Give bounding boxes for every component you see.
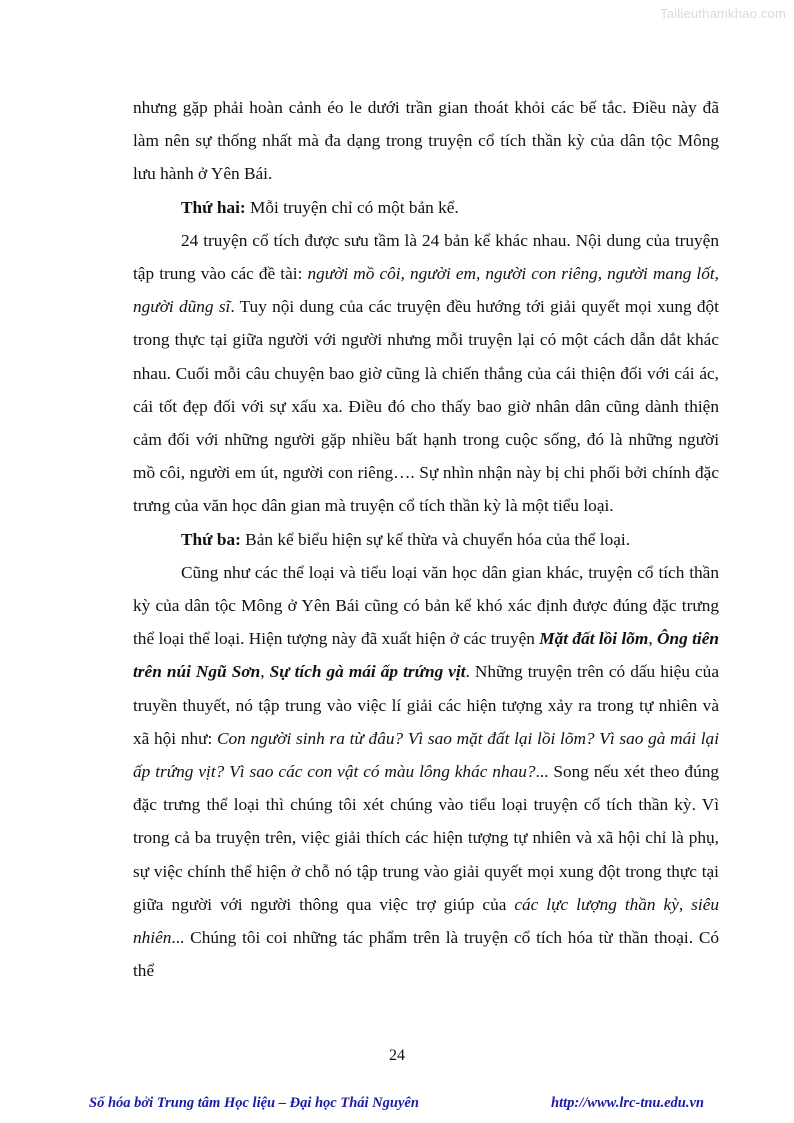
bold-italic-text: Sự tích gà mái ấp trứng vịt	[269, 662, 466, 682]
footer-url[interactable]: http://www.lrc-tnu.edu.vn	[551, 1095, 704, 1111]
paragraph	[133, 191, 719, 224]
text-run: ,	[648, 629, 658, 649]
footer-source: Số hóa bởi Trung tâm Học liệu – Đại học Thái Nguyên	[89, 1095, 419, 1111]
text-run: . Tuy nội dung của các truyện đều hướng tới giải quyết mọi xung đột trong thực tại giữa người với người nhưng mỗi truyện lại có một cách dẫn dắt khác nhau. Cuối mỗi câu chuyện bao giờ cũng là chiến thắng của cái thiện đối với cái ác, cái tốt đẹp đối với sự xấu xa. Điều đó cho thấy bao giờ nhân dân cũng dành thiện cảm đối với những người gặp nhiều bất hạnh trong cuộc sống, đó là những người mồ côi, người em út, người con riêng…. Sự nhìn nhận này bị chi phối bởi chính đặc trưng của văn học dân gian mà truyện cổ tích thần kỳ là một tiểu loại.	[133, 297, 719, 516]
paragraph	[133, 91, 719, 191]
italic-text: Con người sinh ra từ đâu? Vì sao mặt đất lại lồi lõm? Vì sao gà mái lại ấp trứng vịt? Vì sao các con vật có màu lông khác nhau?	[133, 728, 719, 782]
text-run: . Những truyện trên có dấu hiệu của truyền thuyết, nó tập trung vào việc lí giải các hiện tượng xảy ra trong tự nhiên và xã hội như:	[133, 662, 719, 748]
bold-italic-text: Mặt đất lồi lõm	[539, 629, 649, 649]
document-body	[133, 91, 719, 987]
text-run: Cũng như các thể loại và tiểu loại văn học dân gian khác, truyện cổ tích thần kỳ của dân tộc Mông ở Yên Bái cũng có bản kể khó xác định được đúng đặc trưng thể loại thể loại. Hiện tượng này đã xuất hiện ở các truyện	[133, 562, 719, 649]
text-run: 24 truyện cổ tích được sưu tầm là 24 bản kể khác nhau. Nội dung của truyện tập trung vào các đề tài:	[133, 230, 719, 284]
bold-text: Thứ hai:	[181, 197, 246, 217]
paragraph	[133, 523, 719, 556]
text-run: ,	[260, 662, 270, 682]
paragraph	[133, 224, 719, 523]
paragraph	[133, 556, 719, 988]
text-run: Mỗi truyện chỉ có một bản kể.	[245, 197, 459, 217]
italic-text: các lực lượng thần kỳ, siêu nhiên	[133, 894, 719, 948]
page-number: 24	[389, 1047, 405, 1064]
bold-italic-text: Ông tiên trên núi Ngũ Sơn	[133, 629, 720, 682]
text-run: Bản kể biểu hiện sự kế thừa và chuyển hóa của thể loại.	[240, 529, 631, 549]
text-run: ... Chúng tôi coi những tác phẩm trên là truyện cổ tích hóa từ thần thoại. Có thể	[133, 928, 719, 981]
bold-text: Thứ ba:	[181, 529, 241, 549]
page-footer	[89, 1095, 704, 1112]
italic-text: người mồ côi, người em, người con riêng, người mang lốt, người dũng sĩ	[133, 264, 719, 317]
watermark-text: Tailieuthamkhao.com	[660, 6, 786, 21]
text-run: nhưng gặp phải hoàn cảnh éo le dưới trần gian thoát khỏi các bế tắc. Điều này đã làm nên sự thống nhất mà đa dạng trong truyện cổ tích thần kỳ của dân tộc Mông lưu hành ở Yên Bái.	[133, 98, 719, 184]
text-run: ... Song nếu xét theo đúng đặc trưng thể loại thì chúng tôi xét chúng vào tiểu loại truyện cổ tích thần kỳ. Vì trong cả ba truyện trên, việc giải thích các hiện tượng tự nhiên và xã hội chỉ là phụ, sự việc chính thể hiện ở chỗ nó tập trung vào giải quyết mọi xung đột trong thực tại giữa người với người thông qua việc trợ giúp của	[133, 762, 719, 914]
